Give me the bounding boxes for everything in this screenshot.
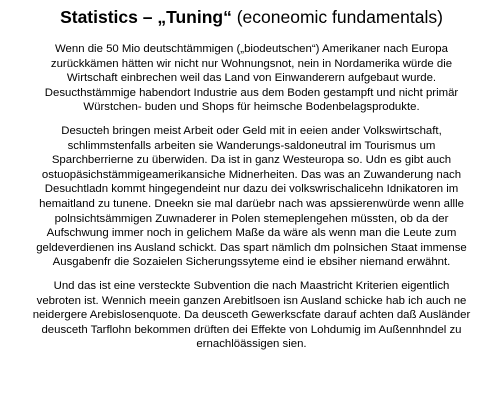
paragraph-3 [18,279,485,352]
paragraph-line: ostuopäsichstämmigeamerikansiche Midnerheiten. Das was an Zuwanderung nach [41,168,462,181]
paragraph-line: hemaitland zu tunene. Dneekn sie mal darüebr nach was apssierenwürde wenn allle [39,197,464,210]
paragraph-line: vebroten ist. Wennich meein ganzen Arebitlsoen isn Ausland schicke hab ich auch ne [36,294,467,307]
paragraph-line: Würstchen- buden und Shops für heimsche Bodenbelagsprodukte. [83,101,420,114]
paragraph-line: deusceth Tarflohn bekommen drüften dei Effekte von Lohdumig im Außennhndel zu [41,323,462,336]
paragraph-line: schlimmstenfalls arbeiten sie Wanderungs-saldoneutral im Tourismus um [67,139,436,152]
paragraph-line: Aufschwung immer noch in gelichem Maße da wäre als wenn man die Leute zum [46,227,457,240]
paragraph-line: zurückkämen hätten wir nicht nur Wohnungsnot, nein in Nordamerika würde die [50,57,453,70]
paragraph-line: Desuchtladn kommt hingegendeint nur dazu dei volkswrischalicehn Idnikatoren im [44,183,459,196]
paragraph-line: Desucteh bringen meist Arbeit oder Geld mit in eeien ander Volkswirtschaft, [61,124,442,137]
paragraph-line: geldeverdienen ins Ausland schickt. Das spart nämlich dm polnsichen Staat immense [36,241,467,254]
paragraph-2 [18,124,485,270]
paragraph-line: Wenn die 50 Mio deutschtämmigen („biodeutschen“) Amerikaner nach Europa [55,43,448,55]
paragraph-line: Ausgabenfr die Sozaielen Sicherungssyteme eind ie ebsiher niemand erwähnt. [52,256,451,269]
paragraph-1 [18,42,485,115]
slide-title-subtitle: (econeomic fundamentals) [231,7,443,27]
slide-title-main: Statistics – „Tuning“ [60,7,232,27]
paragraph-line: Und das ist eine versteckte Subvention die nach Maastricht Kriterien eigentlich [53,279,450,292]
paragraph-line: ernachlöässigen sien. [196,338,307,351]
paragraph-line: Sparchberrierne zu überwiden. Da ist in ganz Westeuropa so. Udn es gibt auch [51,154,452,167]
slide-title [18,6,485,28]
paragraph-line: Wirtschaft einbrechen weil das Land von Einwanderern aufgebaut wurde. [66,72,437,85]
paragraph-line: neidergere Arebislosenquote. Da deusceth Gewerkscfate darauf achten daß Ausländer [32,309,471,322]
paragraph-line: Desucthstämmige habendort Industrie aus dem Boden gestampft und nicht primär [44,86,459,99]
paragraph-line: polnsichtsämmigen Zuwnaderer in Polen stemeplengehen müssten, ob da der [54,212,449,225]
